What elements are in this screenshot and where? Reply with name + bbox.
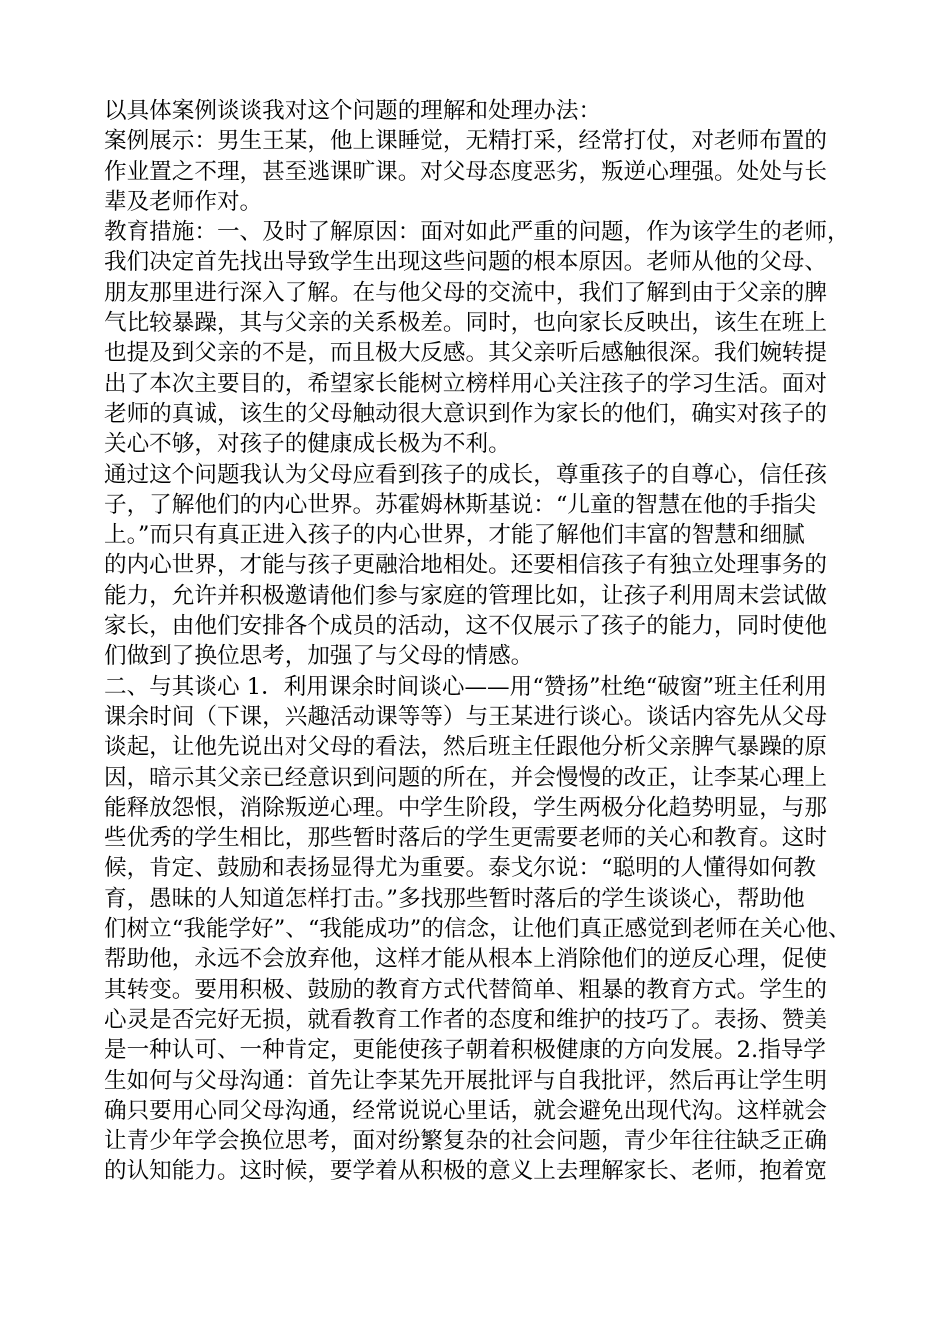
text-line: 朋友那里进行深入了解。在与他父母的交流中，我们了解到由于父亲的脾 xyxy=(104,279,827,306)
text-line: 们做到了换位思考，加强了与父母的情感。 xyxy=(104,643,534,670)
text-line: 确只要用心同父母沟通，经常说说心里话，就会避免出现代沟。这样就会 xyxy=(104,1097,827,1124)
text-line: 因，暗示其父亲已经意识到问题的所在，并会慢慢的改正，让李某心理上 xyxy=(104,764,827,791)
text-line: 也提及到父亲的不是，而且极大反感。其父亲听后感触很深。我们婉转提 xyxy=(104,340,827,367)
text-line: 家长，由他们安排各个成员的活动，这不仅展示了孩子的能力，同时使他 xyxy=(104,613,827,640)
text-line: 谈起，让他先说出对父母的看法，然后班主任跟他分析父亲脾气暴躁的原 xyxy=(104,734,827,761)
text-line: 其转变。要用积极、鼓励的教育方式代替简单、粗暴的教育方式。学生的 xyxy=(104,976,827,1003)
text-line: 是一种认可、一种肯定，更能使孩子朝着积极健康的方向发展。2.指导学 xyxy=(104,1037,826,1064)
text-line: 的内心世界，才能与孩子更融洽地相处。还要相信孩子有独立处理事务的 xyxy=(104,552,827,579)
text-line: 关心不够，对孩子的健康成长极为不利。 xyxy=(104,431,511,458)
text-line: 上。”而只有真正进入孩子的内心世界，才能了解他们丰富的智慧和细腻 xyxy=(104,522,805,549)
text-line: 些优秀的学生相比，那些暂时落后的学生更需要老师的关心和教育。这时 xyxy=(104,825,827,852)
text-line: 子，了解他们的内心世界。苏霍姆林斯基说：“儿童的智慧在他的手指尖 xyxy=(104,491,816,518)
text-line: 气比较暴躁，其与父亲的关系极差。同时，也向家长反映出，该生在班上 xyxy=(104,310,827,337)
text-line: 出了本次主要目的，希望家长能树立榜样用心关注孩子的学习生活。面对 xyxy=(104,370,827,397)
document-body xyxy=(104,96,864,1187)
text-line: 案例展示：男生王某，他上课睡觉，无精打采，经常打仗，对老师布置的 xyxy=(104,128,827,155)
text-line: 育，愚昧的人知道怎样打击。”多找那些暂时落后的学生谈谈心，帮助他 xyxy=(104,885,805,912)
text-line: 心灵是否完好无损，就看教育工作者的态度和维护的技巧了。表扬、赞美 xyxy=(104,1006,827,1033)
text-line: 课余时间（下课，兴趣活动课等等）与王某进行谈心。谈话内容先从父母 xyxy=(104,703,827,730)
text-line: 帮助他，永远不会放弃他，这样才能从根本上消除他们的逆反心理，促使 xyxy=(104,946,827,973)
text-line: 我们决定首先找出导致学生出现这些问题的根本原因。老师从他的父母、 xyxy=(104,249,827,276)
text-line: 们树立“我能学好”、“我能成功”的信念，让他们真正感觉到老师在关心他、 xyxy=(104,916,851,943)
text-line: 作业置之不理，甚至逃课旷课。对父母态度恶劣，叛逆心理强。处处与长 xyxy=(104,158,827,185)
text-line: 候，肯定、鼓励和表扬显得尤为重要。泰戈尔说：“聪明的人懂得如何教 xyxy=(104,855,816,882)
text-line: 让青少年学会换位思考，面对纷繁复杂的社会问题，青少年往往缺乏正确 xyxy=(104,1128,827,1155)
text-line: 生如何与父母沟通：首先让李某先开展批评与自我批评，然后再让学生明 xyxy=(104,1067,827,1094)
text-line: 以具体案例谈谈我对这个问题的理解和处理办法： xyxy=(104,98,602,124)
text-line: 二、与其谈心 1．利用课余时间谈心——用“赞扬”杜绝“破窗”班主任利用 xyxy=(104,673,827,700)
text-line: 的认知能力。这时候，要学着从积极的意义上去理解家长、老师，抱着宽 xyxy=(104,1158,827,1185)
text-line: 能释放怨恨，消除叛逆心理。中学生阶段，学生两极分化趋势明显，与那 xyxy=(104,794,827,821)
text-line: 教育措施：一、及时了解原因：面对如此严重的问题，作为该学生的老师， xyxy=(104,219,850,246)
text-line: 能力，允许并积极邀请他们参与家庭的管理比如，让孩子利用周末尝试做 xyxy=(104,582,827,609)
text-line: 通过这个问题我认为父母应看到孩子的成长，尊重孩子的自尊心，信任孩 xyxy=(104,461,827,488)
text-line: 老师的真诚，该生的父母触动很大意识到作为家长的他们，确实对孩子的 xyxy=(104,400,827,427)
text-line: 辈及老师作对。 xyxy=(104,188,263,215)
